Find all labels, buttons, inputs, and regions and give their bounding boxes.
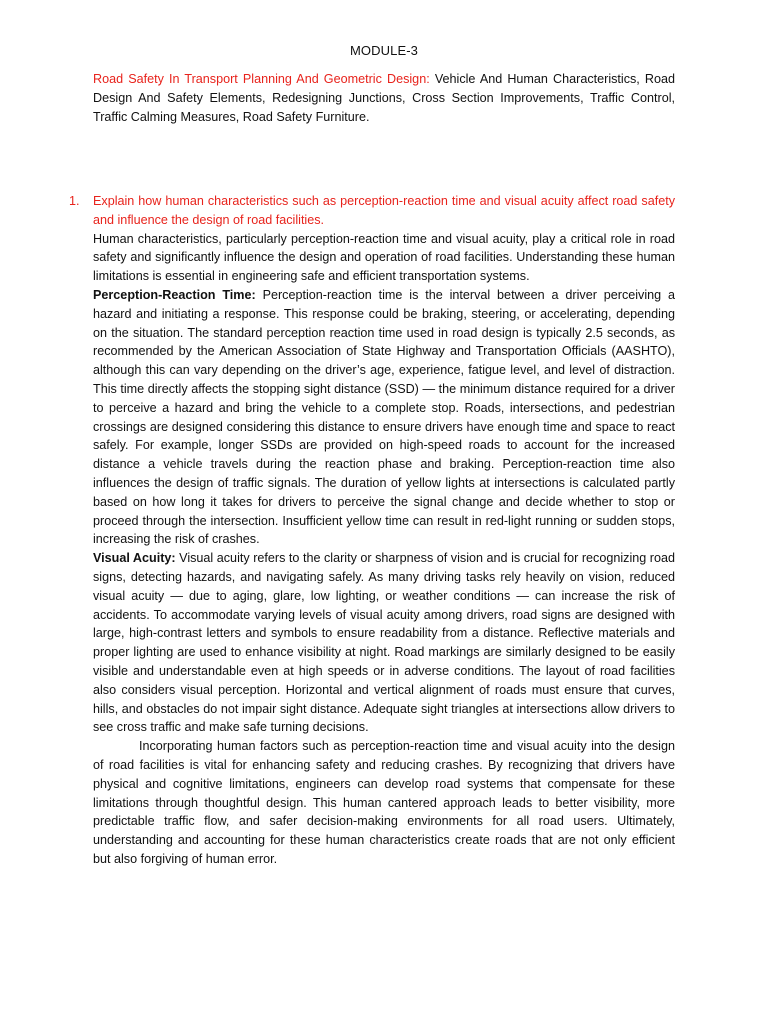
question-number: 1. <box>69 194 80 208</box>
question-block <box>69 192 676 869</box>
question-text: Explain how human characteristics such as perception-reaction time and visual acuity affect road safety and influence the design of road facilities. <box>93 194 675 227</box>
answer-intro: Human characteristics, particularly perception-reaction time and visual acuity, play a critical role in road safety and significantly influence the design and operation of road facilities. Understanding these human limitations is essential in engineering safe and efficient transportation systems. <box>93 231 675 284</box>
visual-acuity-paragraph <box>93 549 675 737</box>
visual-acuity-heading: Visual Acuity: <box>93 551 176 566</box>
perception-reaction-body: Perception-reaction time is the interval between a driver perceiving a hazard and initiating a response. This response could be braking, steering, or accelerating, depending on the situation. The standard perception reaction time used in road design is typically 2.5 seconds, as recommended by the American Association of State Highway and Transportation Officials (AASHTO), although this can vary depending on the driver’s age, experience, fatigue level, and level of distraction. This time directly affects the stopping sight distance (SSD) — the minimum distance required for a driver to perceive a hazard and bring the vehicle to a complete stop. Roads, intersections, and pedestrian crossings are designed considering this distance to ensure drivers have enough time and space to react safely. For example, longer SSDs are provided on high-speed roads to account for the increased distance a vehicle travels during the reaction phase and braking. Perception-reaction time also influences the design of traffic signals. The duration of yellow lights at intersections is calculated partly based on how long it takes for drivers to perceive the signal change and decide whether to stop or proceed through the intersection. Insufficient yellow time can result in red-light running or sudden stops, increasing the risk of crashes. <box>93 287 676 547</box>
syllabus-content: Vehicle And Human Characteristics, Road Design And Safety Elements, Redesigning Junctions, Cross Section Improvements, Traffic Control, Traffic Calming Measures, Road Safety Furniture. <box>93 72 675 124</box>
perception-reaction-paragraph <box>93 286 675 549</box>
module-title: MODULE-3 <box>350 43 418 58</box>
conclusion-paragraph: Incorporating human factors such as perception-reaction time and visual acuity into the design of road facilities is vital for enhancing safety and reducing crashes. By recognizing that drivers have physical and cognitive limitations, engineers can develop road systems that compensate for these limitations through thoughtful design. This human cantered approach leads to better visibility, more predictable traffic flow, and safer decision-making environments for all road users. Ultimately, understanding and accounting for these human characteristics create roads that are not only efficient but also forgiving of human error. <box>93 739 675 866</box>
perception-reaction-heading: Perception-Reaction Time: <box>93 287 256 302</box>
visual-acuity-body: Visual acuity refers to the clarity or sharpness of vision and is crucial for recognizing road signs, detecting hazards, and navigating safely. As many driving tasks rely heavily on vision, reduced visual acuity — due to aging, glare, low lighting, or weather conditions — can increase the risk of accidents. To accommodate varying levels of visual acuity among drivers, road signs are designed with large, high-contrast letters and symbols to ensure readability from a distance. Reflective materials and proper lighting are used to enhance visibility at night. Road markings are similarly designed to be easily visible and understandable even at high speeds or in adverse conditions. The layout of road facilities also considers visual perception. Horizontal and vertical alignment of roads must ensure that curves, hills, and obstacles do not impair sight distance. Adequate sight triangles at intersections allow drivers to see cross traffic and make safe turning decisions. <box>93 551 675 735</box>
syllabus-paragraph <box>93 70 675 127</box>
syllabus-topic: Road Safety In Transport Planning And Geometric Design: <box>93 72 430 86</box>
